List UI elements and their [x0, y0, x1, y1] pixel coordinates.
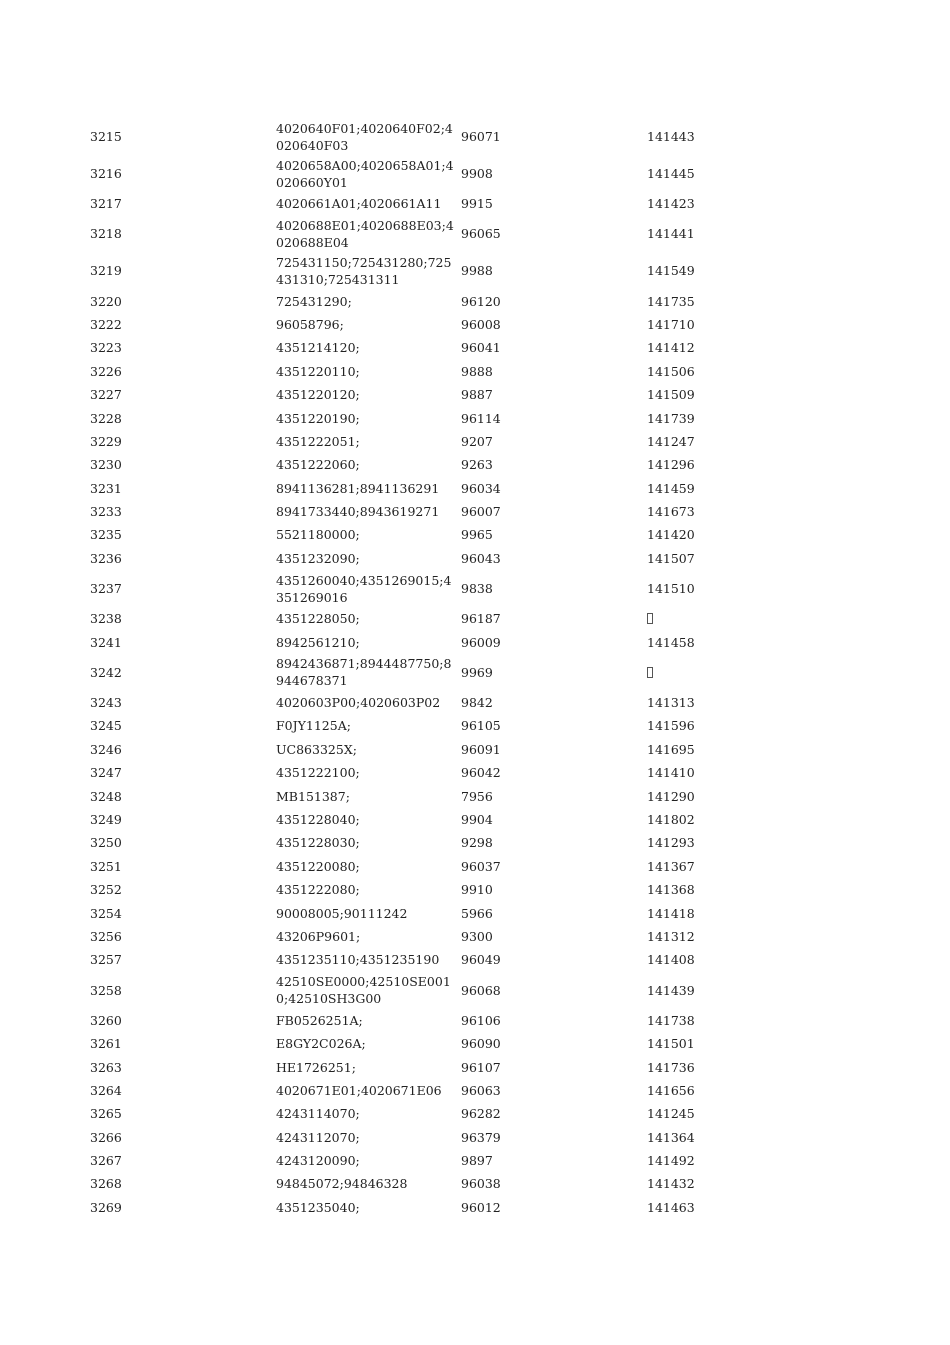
table-row — [0, 215, 950, 252]
reference-number-cell: 141501 — [647, 1036, 695, 1052]
part-numbers-cell: 4351220110; — [276, 363, 360, 379]
row-id-cell: 3250 — [90, 835, 122, 851]
table-row — [0, 336, 950, 359]
row-id-cell: 3251 — [90, 858, 122, 874]
code-cell: 5966 — [461, 905, 493, 921]
code-cell: 9300 — [461, 928, 493, 944]
code-cell: 96042 — [461, 765, 501, 781]
table-row — [0, 654, 950, 691]
row-id-cell: 3264 — [90, 1082, 122, 1098]
row-id-cell: 3216 — [90, 166, 122, 181]
code-cell: 96187 — [461, 611, 501, 627]
row-id-cell: 3219 — [90, 263, 122, 279]
row-id-cell: 3217 — [90, 196, 122, 212]
part-numbers-cell: HE1726251; — [276, 1059, 356, 1075]
reference-number-cell: 141420 — [647, 527, 695, 543]
code-cell: 9298 — [461, 835, 493, 851]
row-id-cell: 3266 — [90, 1129, 122, 1145]
reference-number-cell: 141459 — [647, 480, 695, 496]
row-id-cell: 3215 — [90, 129, 122, 144]
reference-number-cell: 141507 — [647, 550, 695, 566]
part-numbers-cell: 4351222100; — [276, 765, 360, 781]
part-numbers-cell: 4351228030; — [276, 835, 360, 851]
part-numbers-cell: MB151387; — [276, 788, 350, 804]
part-numbers-cell: 4351220120; — [276, 387, 360, 403]
code-cell: 96041 — [461, 340, 501, 356]
part-numbers-cell: 4243114070; — [276, 1106, 360, 1122]
code-cell: 9904 — [461, 812, 493, 827]
part-numbers-cell: 4020658A00;4020658A01;4020660Y01 — [276, 157, 454, 190]
row-id-cell: 3267 — [90, 1153, 122, 1169]
table-row — [0, 761, 950, 784]
row-id-cell: 3245 — [90, 718, 122, 734]
row-id-cell: 3227 — [90, 387, 122, 403]
reference-number-cell: 141656 — [647, 1082, 695, 1098]
row-id-cell: 3218 — [90, 226, 122, 242]
part-numbers-cell: 4243120090; — [276, 1153, 360, 1169]
code-cell: 96063 — [461, 1082, 501, 1098]
reference-number-cell: 141695 — [647, 741, 695, 757]
reference-number-cell: 141441 — [647, 226, 695, 242]
code-cell: 96107 — [461, 1059, 501, 1075]
table-row — [0, 289, 950, 312]
reference-number-cell: 141418 — [647, 905, 695, 921]
row-id-cell: 3238 — [90, 611, 122, 627]
table-row — [0, 477, 950, 500]
reference-number-cell: 141738 — [647, 1012, 695, 1028]
table-row — [0, 948, 950, 971]
table-row — [0, 901, 950, 924]
code-cell: 9915 — [461, 196, 493, 212]
reference-number-cell: 141313 — [647, 695, 695, 711]
part-numbers-cell: 4020661A01;4020661A11 — [276, 196, 442, 212]
reference-number-cell: 141367 — [647, 858, 695, 874]
reference-number-cell: 141290 — [647, 788, 695, 804]
row-id-cell: 3256 — [90, 928, 122, 944]
code-cell: 96068 — [461, 982, 501, 998]
code-cell: 9887 — [461, 387, 493, 403]
reference-number-cell: 141368 — [647, 882, 695, 898]
row-id-cell: 3247 — [90, 765, 122, 781]
reference-number-cell: 141549 — [647, 263, 695, 279]
row-id-cell: 3265 — [90, 1106, 122, 1122]
table-row — [0, 383, 950, 406]
reference-number-cell: 141710 — [647, 316, 695, 332]
reference-number-cell: 141802 — [647, 812, 695, 827]
row-id-cell: 3223 — [90, 340, 122, 356]
part-numbers-cell: 4351222080; — [276, 882, 360, 898]
reference-number-cell: 141408 — [647, 952, 695, 968]
code-cell: 96106 — [461, 1012, 501, 1028]
table-row — [0, 192, 950, 215]
row-id-cell: 3268 — [90, 1176, 122, 1192]
code-cell: 9888 — [461, 363, 493, 379]
reference-number-cell: 141412 — [647, 340, 695, 356]
reference-number-cell: 141463 — [647, 1199, 695, 1215]
code-cell: 9842 — [461, 695, 493, 711]
row-id-cell: 3241 — [90, 634, 122, 650]
part-numbers-cell: 94845072;94846328 — [276, 1176, 408, 1192]
code-cell: 96008 — [461, 316, 501, 332]
row-id-cell: 3233 — [90, 504, 122, 520]
part-numbers-cell: 4351214120; — [276, 340, 360, 356]
table-row — [0, 570, 950, 607]
code-cell: 9969 — [461, 664, 493, 680]
reference-number-cell: 141410 — [647, 765, 695, 781]
row-id-cell: 3263 — [90, 1059, 122, 1075]
part-numbers-cell: 4351232090; — [276, 550, 360, 566]
part-numbers-cell: 4020688E01;4020688E03;4020688E04 — [276, 217, 454, 250]
part-numbers-cell: 725431290; — [276, 293, 352, 309]
table-row — [0, 118, 950, 155]
code-cell: 96282 — [461, 1106, 501, 1122]
part-numbers-cell: 8942561210; — [276, 634, 360, 650]
row-id-cell: 3269 — [90, 1199, 122, 1215]
part-numbers-cell: 90008005;90111242 — [276, 905, 408, 921]
row-id-cell: 3258 — [90, 982, 122, 998]
reference-number-cell: 141296 — [647, 457, 695, 473]
part-numbers-cell: UC863325X; — [276, 741, 357, 757]
reference-number-cell: 141596 — [647, 718, 695, 734]
row-id-cell: 3222 — [90, 316, 122, 332]
row-id-cell: 3236 — [90, 550, 122, 566]
code-cell: 9965 — [461, 527, 493, 543]
part-numbers-cell: 4351260040;4351269015;4351269016 — [276, 572, 452, 605]
table-row — [0, 972, 950, 1009]
missing-glyph-icon — [647, 664, 653, 681]
table-row — [0, 406, 950, 429]
part-numbers-cell: 5521180000; — [276, 527, 360, 543]
row-id-cell: 3246 — [90, 741, 122, 757]
part-numbers-cell: 4243112070; — [276, 1129, 360, 1145]
table-row — [0, 808, 950, 831]
code-cell: 96065 — [461, 226, 501, 242]
table-row — [0, 738, 950, 761]
code-cell: 96007 — [461, 504, 501, 520]
part-numbers-cell: 725431150;725431280;725431310;725431311 — [276, 254, 452, 287]
code-cell: 96105 — [461, 718, 501, 734]
reference-number-cell: 141739 — [647, 410, 695, 426]
table-row — [0, 1079, 950, 1102]
part-numbers-cell: 8941733440;8943619271 — [276, 504, 440, 520]
part-numbers-cell: 4351222060; — [276, 457, 360, 473]
code-cell: 9988 — [461, 263, 493, 279]
table-row — [0, 878, 950, 901]
code-cell: 96012 — [461, 1199, 501, 1215]
part-numbers-cell: 4020603P00;4020603P02 — [276, 695, 441, 711]
code-cell: 96049 — [461, 952, 501, 968]
code-cell: 96034 — [461, 480, 501, 496]
row-id-cell: 3249 — [90, 812, 122, 827]
row-id-cell: 3261 — [90, 1036, 122, 1052]
code-cell: 96091 — [461, 741, 501, 757]
reference-number-cell: 141423 — [647, 196, 695, 212]
code-cell: 96043 — [461, 550, 501, 566]
row-id-cell: 3229 — [90, 433, 122, 449]
code-cell: 9897 — [461, 1153, 493, 1169]
code-cell: 9263 — [461, 457, 493, 473]
data-table — [0, 118, 950, 1219]
code-cell: 9207 — [461, 433, 493, 449]
reference-number-cell: 141439 — [647, 982, 695, 998]
reference-number-cell: 141506 — [647, 363, 695, 379]
table-row — [0, 430, 950, 453]
code-cell: 9838 — [461, 581, 493, 597]
row-id-cell: 3226 — [90, 363, 122, 379]
row-id-cell: 3242 — [90, 664, 122, 680]
table-row — [0, 714, 950, 737]
row-id-cell: 3237 — [90, 581, 122, 597]
part-numbers-cell: 4020640F01;4020640F02;4020640F03 — [276, 120, 453, 153]
code-cell: 96090 — [461, 1036, 501, 1052]
part-numbers-cell: E8GY2C026A; — [276, 1036, 366, 1052]
table-row — [0, 1102, 950, 1125]
code-cell: 96114 — [461, 410, 501, 426]
code-cell: 9910 — [461, 882, 493, 898]
table-row — [0, 500, 950, 523]
table-row — [0, 1172, 950, 1195]
row-id-cell: 3231 — [90, 480, 122, 496]
table-row — [0, 691, 950, 714]
code-cell: 96379 — [461, 1129, 501, 1145]
part-numbers-cell: 4351220190; — [276, 410, 360, 426]
reference-number-cell: 141364 — [647, 1129, 695, 1145]
table-row — [0, 630, 950, 653]
reference-number-cell: 141509 — [647, 387, 695, 403]
part-numbers-cell: 4351222051; — [276, 433, 360, 449]
table-row — [0, 313, 950, 336]
table-row — [0, 831, 950, 854]
table-row — [0, 360, 950, 383]
part-numbers-cell: F0JY1125A; — [276, 718, 351, 734]
row-id-cell: 3228 — [90, 410, 122, 426]
table-row — [0, 523, 950, 546]
table-row — [0, 784, 950, 807]
table-row — [0, 1126, 950, 1149]
code-cell: 96037 — [461, 858, 501, 874]
row-id-cell: 3243 — [90, 695, 122, 711]
part-numbers-cell: 96058796; — [276, 316, 344, 332]
reference-number-cell: 141245 — [647, 1106, 695, 1122]
reference-number-cell: 141673 — [647, 504, 695, 520]
reference-number-cell: 141293 — [647, 835, 695, 851]
table-row — [0, 252, 950, 289]
code-cell: 96071 — [461, 129, 501, 144]
part-numbers-cell: FB0526251A; — [276, 1012, 363, 1028]
row-id-cell: 3254 — [90, 905, 122, 921]
part-numbers-cell: 4020671E01;4020671E06 — [276, 1082, 442, 1098]
reference-number-cell: 141432 — [647, 1176, 695, 1192]
table-row — [0, 547, 950, 570]
table-row — [0, 1149, 950, 1172]
code-cell: 7956 — [461, 788, 493, 804]
part-numbers-cell: 42510SE0000;42510SE0010;42510SH3G00 — [276, 974, 451, 1007]
part-numbers-cell: 4351228040; — [276, 812, 360, 827]
row-id-cell: 3257 — [90, 952, 122, 968]
table-row — [0, 607, 950, 630]
reference-number-cell: 141735 — [647, 293, 695, 309]
reference-number-cell: 141247 — [647, 433, 695, 449]
part-numbers-cell: 8942436871;8944487750;8944678371 — [276, 656, 452, 689]
table-row — [0, 1055, 950, 1078]
part-numbers-cell: 4351220080; — [276, 858, 360, 874]
reference-number-cell: 141443 — [647, 129, 695, 144]
row-id-cell: 3248 — [90, 788, 122, 804]
table-row — [0, 155, 950, 192]
part-numbers-cell: 43206P9601; — [276, 928, 361, 944]
reference-number-cell: 141445 — [647, 166, 695, 181]
row-id-cell: 3252 — [90, 882, 122, 898]
row-id-cell: 3220 — [90, 293, 122, 309]
reference-number-cell: 141458 — [647, 634, 695, 650]
missing-glyph-icon — [647, 610, 653, 627]
table-row — [0, 453, 950, 476]
table-row — [0, 925, 950, 948]
part-numbers-cell: 4351235040; — [276, 1199, 360, 1215]
table-row — [0, 1196, 950, 1219]
row-id-cell: 3235 — [90, 527, 122, 543]
reference-number-cell: 141736 — [647, 1059, 695, 1075]
part-numbers-cell: 4351235110;4351235190 — [276, 952, 440, 968]
table-row — [0, 855, 950, 878]
code-cell: 96038 — [461, 1176, 501, 1192]
part-numbers-cell: 8941136281;8941136291 — [276, 480, 440, 496]
part-numbers-cell: 4351228050; — [276, 611, 360, 627]
table-row — [0, 1032, 950, 1055]
code-cell: 96009 — [461, 634, 501, 650]
reference-number-cell: 141492 — [647, 1153, 695, 1169]
reference-number-cell: 141510 — [647, 581, 695, 597]
reference-number-cell: 141312 — [647, 928, 695, 944]
code-cell: 9908 — [461, 166, 493, 181]
code-cell: 96120 — [461, 293, 501, 309]
row-id-cell: 3260 — [90, 1012, 122, 1028]
table-row — [0, 1009, 950, 1032]
row-id-cell: 3230 — [90, 457, 122, 473]
